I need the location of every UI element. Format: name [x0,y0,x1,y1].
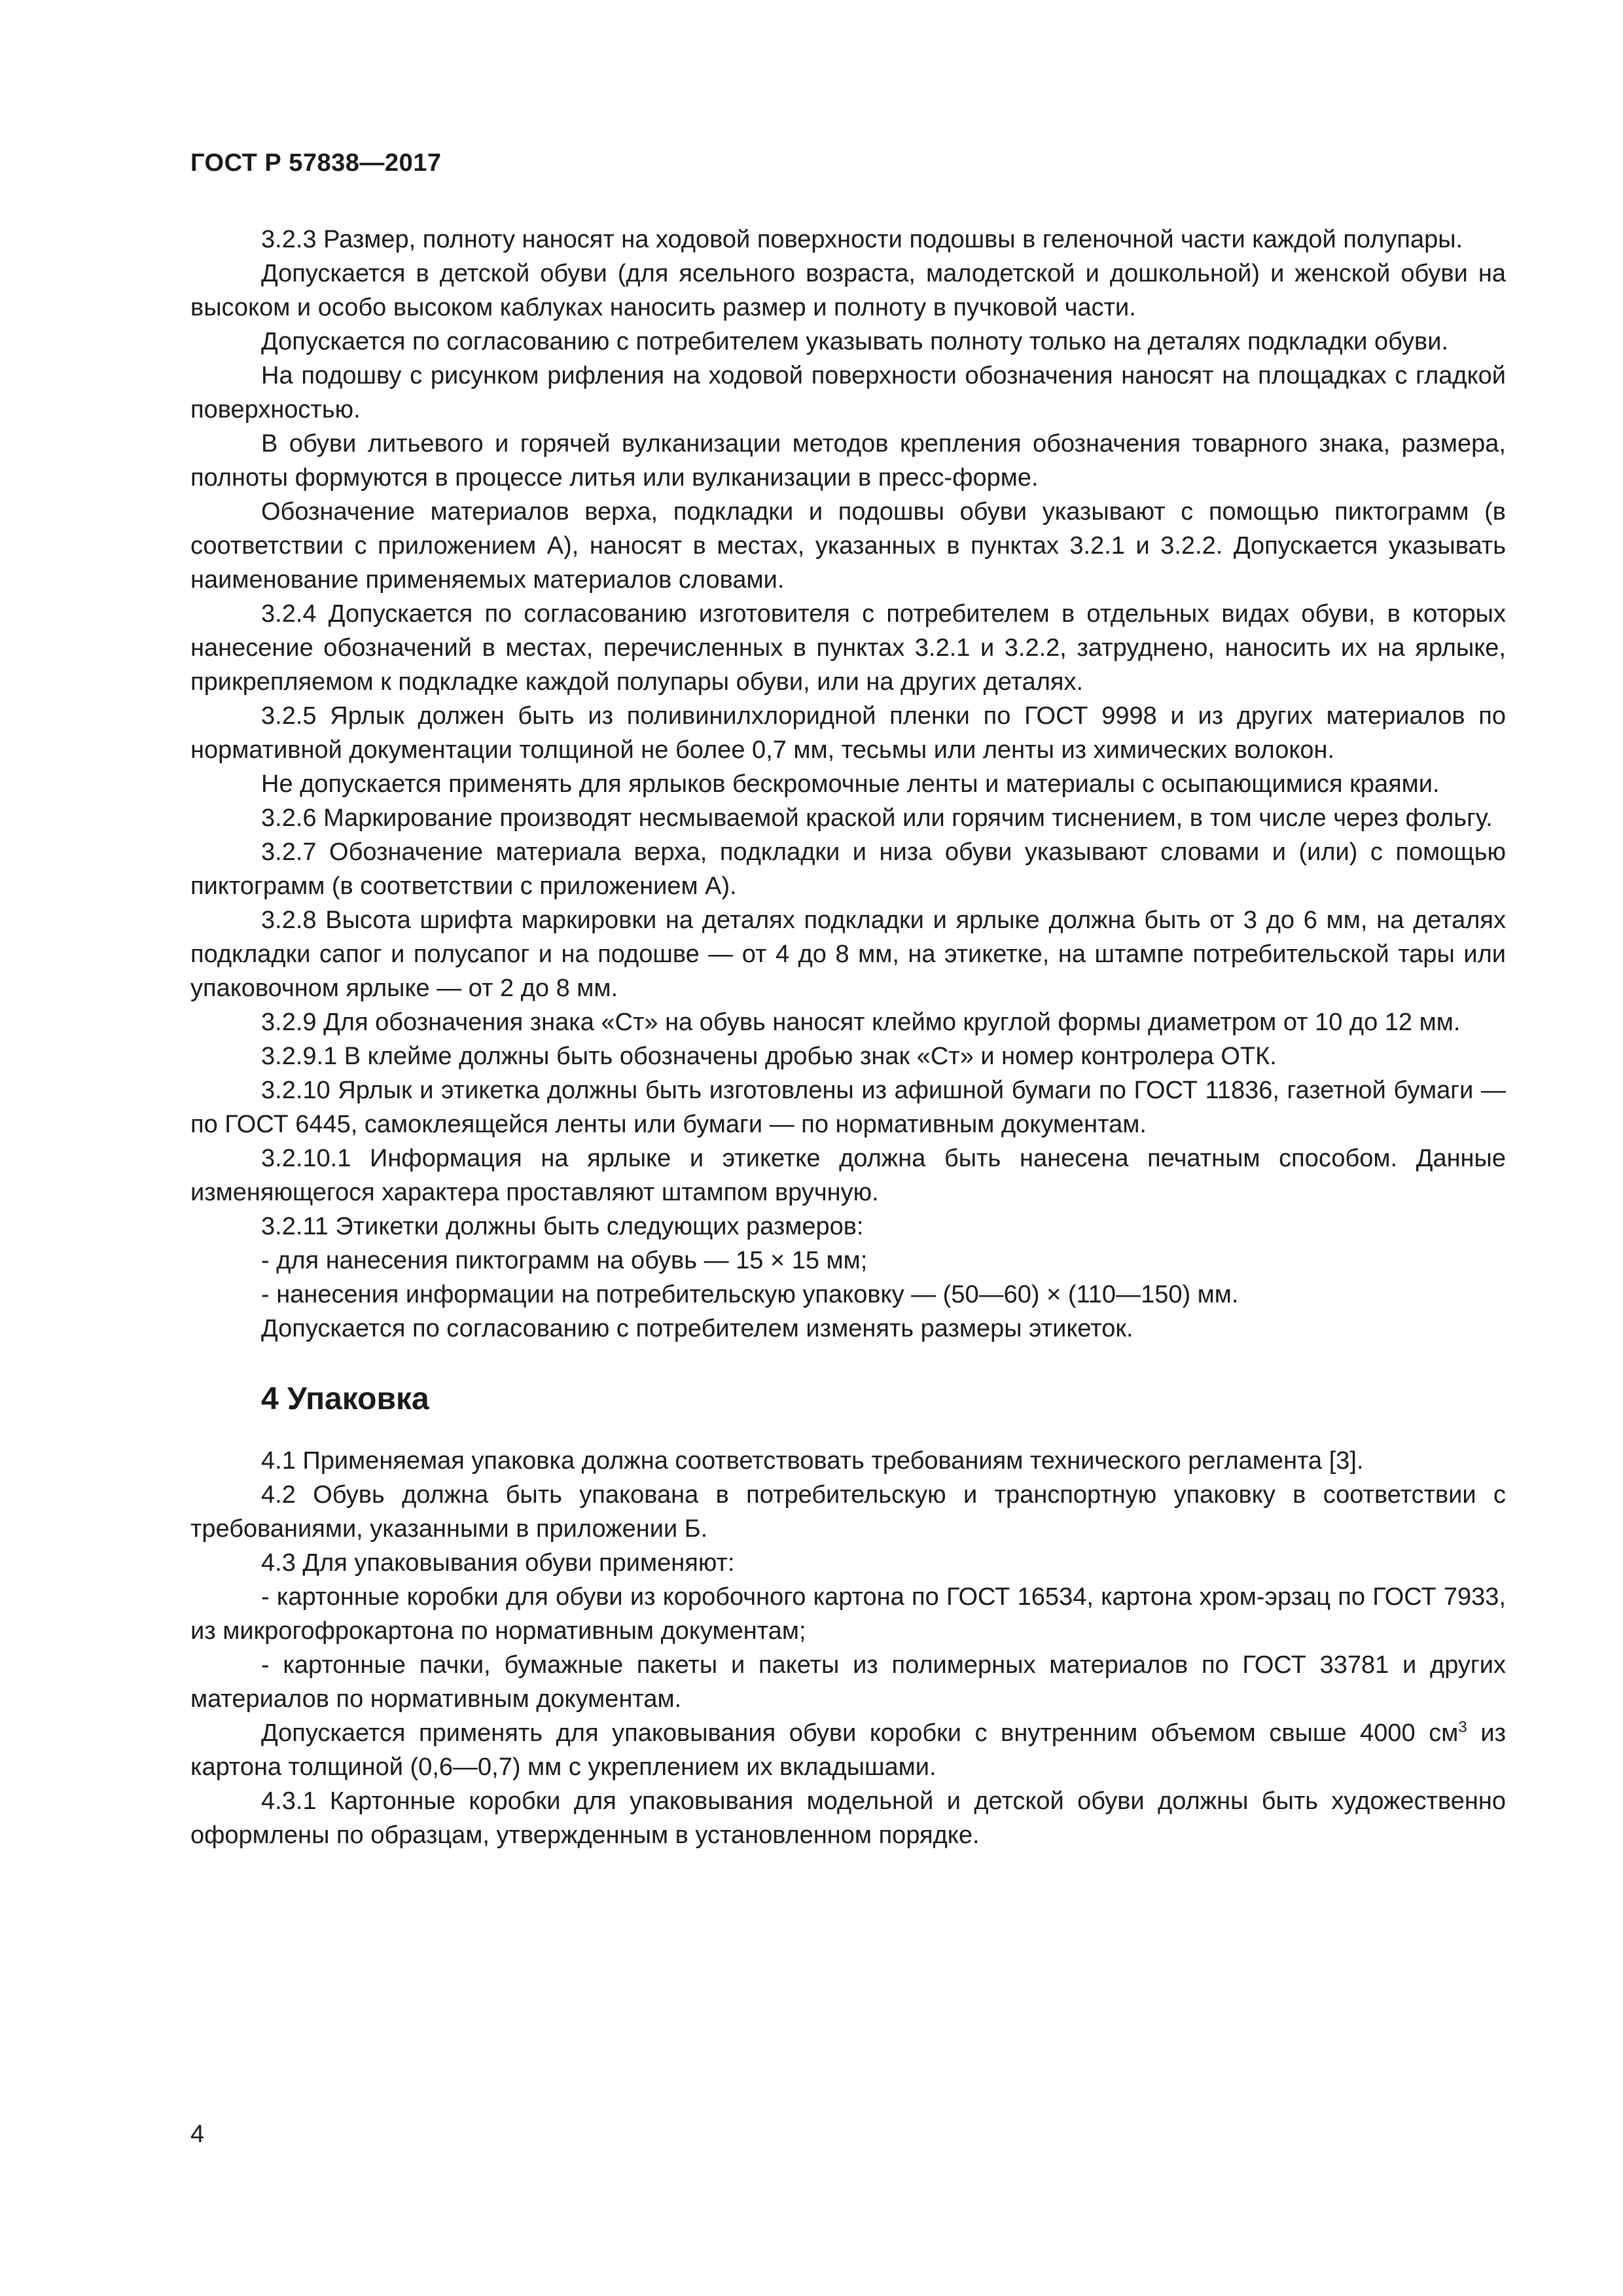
paragraph: Допускается по согласованию с потребителем изменять размеры этикеток. [261,1315,1133,1342]
list-item: - для нанесения пиктограмм на обувь — 15 × 15 мм; [261,1247,868,1274]
paragraph: 4.1 Применяемая упаковка должна соответствовать требованиям технического регламента [3]. [261,1447,1364,1475]
paragraph: 3.2.8 Высота шрифта маркировки на деталях подкладки и ярлыке должна быть от 3 до 6 мм, на деталях подкладки сапог и полусапог и на подошве — от 4 до 8 мм, на этикетке, на штампе потребительской тары или упаковочном ярлыке — от 2 до 8 мм. [190,906,1506,1002]
paragraph: 4.3 Для упаковывания обуви применяют: [261,1549,735,1577]
paragraph: 4.2 Обувь должна быть упакована в потребительскую и транспортную упаковку в соответствии с требованиями, указанными в приложении Б. [190,1481,1506,1543]
paragraph: 4.3.1 Картонные коробки для упаковывания модельной и детской обуви должны быть художественно оформлены по образцам, утвержденным в установленном порядке. [190,1787,1506,1849]
paragraph: 3.2.5 Ярлык должен быть из поливинилхлоридной пленки по ГОСТ 9998 и из других материалов по нормативной документации толщиной не более 0,7 мм, тесьмы или ленты из химических волокон. [190,702,1506,764]
list-item: - картонные пачки, бумажные пакеты и пакеты из полимерных материалов по ГОСТ 33781 и других материалов по нормативным документам. [190,1651,1506,1713]
paragraph: 3.2.6 Маркирование производят несмываемой краской или горячим тиснением, в том числе через фольгу. [261,804,1493,832]
paragraph: 3.2.4 Допускается по согласованию изготовителя с потребителем в отдельных видах обуви, в которых нанесение обозначений в местах, перечисленных в пунктах 3.2.1 и 3.2.2, затруднено, наносить их на ярлыке, прикрепляемом к подкладке каждой полупары обуви, или на других деталях. [190,600,1506,696]
paragraph: 3.2.9 Для обозначения знака «Ст» на обувь наносят клеймо круглой формы диаметром от 10 до 12 мм. [261,1009,1461,1036]
paragraph: Не допускается применять для ярлыков бескромочные ленты и материалы с осыпающимися краями. [261,770,1440,798]
paragraph: 3.2.11 Этикетки должны быть следующих размеров: [261,1213,864,1240]
list-item: - картонные коробки для обуви из коробочного картона по ГОСТ 16534, картона хром-эрзац по ГОСТ 7933, из микрогофрокартона по нормативным документам; [190,1583,1506,1645]
paragraph: В обуви литьевого и горячей вулканизации методов крепления обозначения товарного знака, размера, полноты формуются в процессе литья или вулканизации в пресс-форме. [190,430,1506,492]
volume-text: Допускается применять для упаковывания обуви коробки с внутренним объемом свыше 4000 см [261,1719,1459,1747]
paragraph: 3.2.7 Обозначение материала верха, подкладки и низа обуви указывают словами и (или) с помощью пиктограмм (в соответствии с приложением А). [190,838,1506,900]
section-title: 4 Упаковка [261,1382,429,1416]
document-body [190,223,1506,1852]
volume-text-cont: из картона толщиной (0,6—0,7) мм с укреплением их вкладышами. [190,1719,1506,1781]
superscript: 3 [1458,1718,1467,1736]
paragraph: 3.2.9.1 В клейме должны быть обозначены дробью знак «Ст» и номер контролера ОТК. [261,1043,1277,1070]
document-header: ГОСТ Р 57838—2017 [190,149,442,177]
paragraph [190,1716,1506,1784]
paragraph: На подошву с рисунком рифления на ходовой поверхности обозначения наносят на площадках с гладкой поверхностью. [190,362,1506,423]
paragraph: Допускается по согласованию с потребителем указывать полноту только на деталях подкладки обуви. [261,328,1449,355]
page-number: 4 [190,2121,205,2148]
paragraph: 3.2.10 Ярлык и этикетка должны быть изготовлены из афишной бумаги по ГОСТ 11836, газетной бумаги — по ГОСТ 6445, самоклеящейся ленты или бумаги — по нормативным документам. [190,1077,1506,1138]
list-item: - нанесения информации на потребительскую упаковку — (50—60) × (110—150) мм. [261,1281,1239,1308]
paragraph: Допускается в детской обуви (для ясельного возраста, малодетской и дошкольной) и женской обуви на высоком и особо высоком каблуках наносить размер и полноту в пучковой части. [190,260,1506,321]
paragraph: 3.2.3 Размер, полноту наносят на ходовой поверхности подошвы в геленочной части каждой полупары. [261,226,1463,253]
paragraph: Обозначение материалов верха, подкладки и подошвы обуви указывают с помощью пиктограмм (в соответствии с приложением А), наносят в местах, указанных в пунктах 3.2.1 и 3.2.2. Допускается указывать наименование применяемых материалов словами. [190,498,1506,594]
paragraph: 3.2.10.1 Информация на ярлыке и этикетке должна быть нанесена печатным способом. Данные изменяющегося характера проставляют штампом вручную. [190,1145,1506,1206]
